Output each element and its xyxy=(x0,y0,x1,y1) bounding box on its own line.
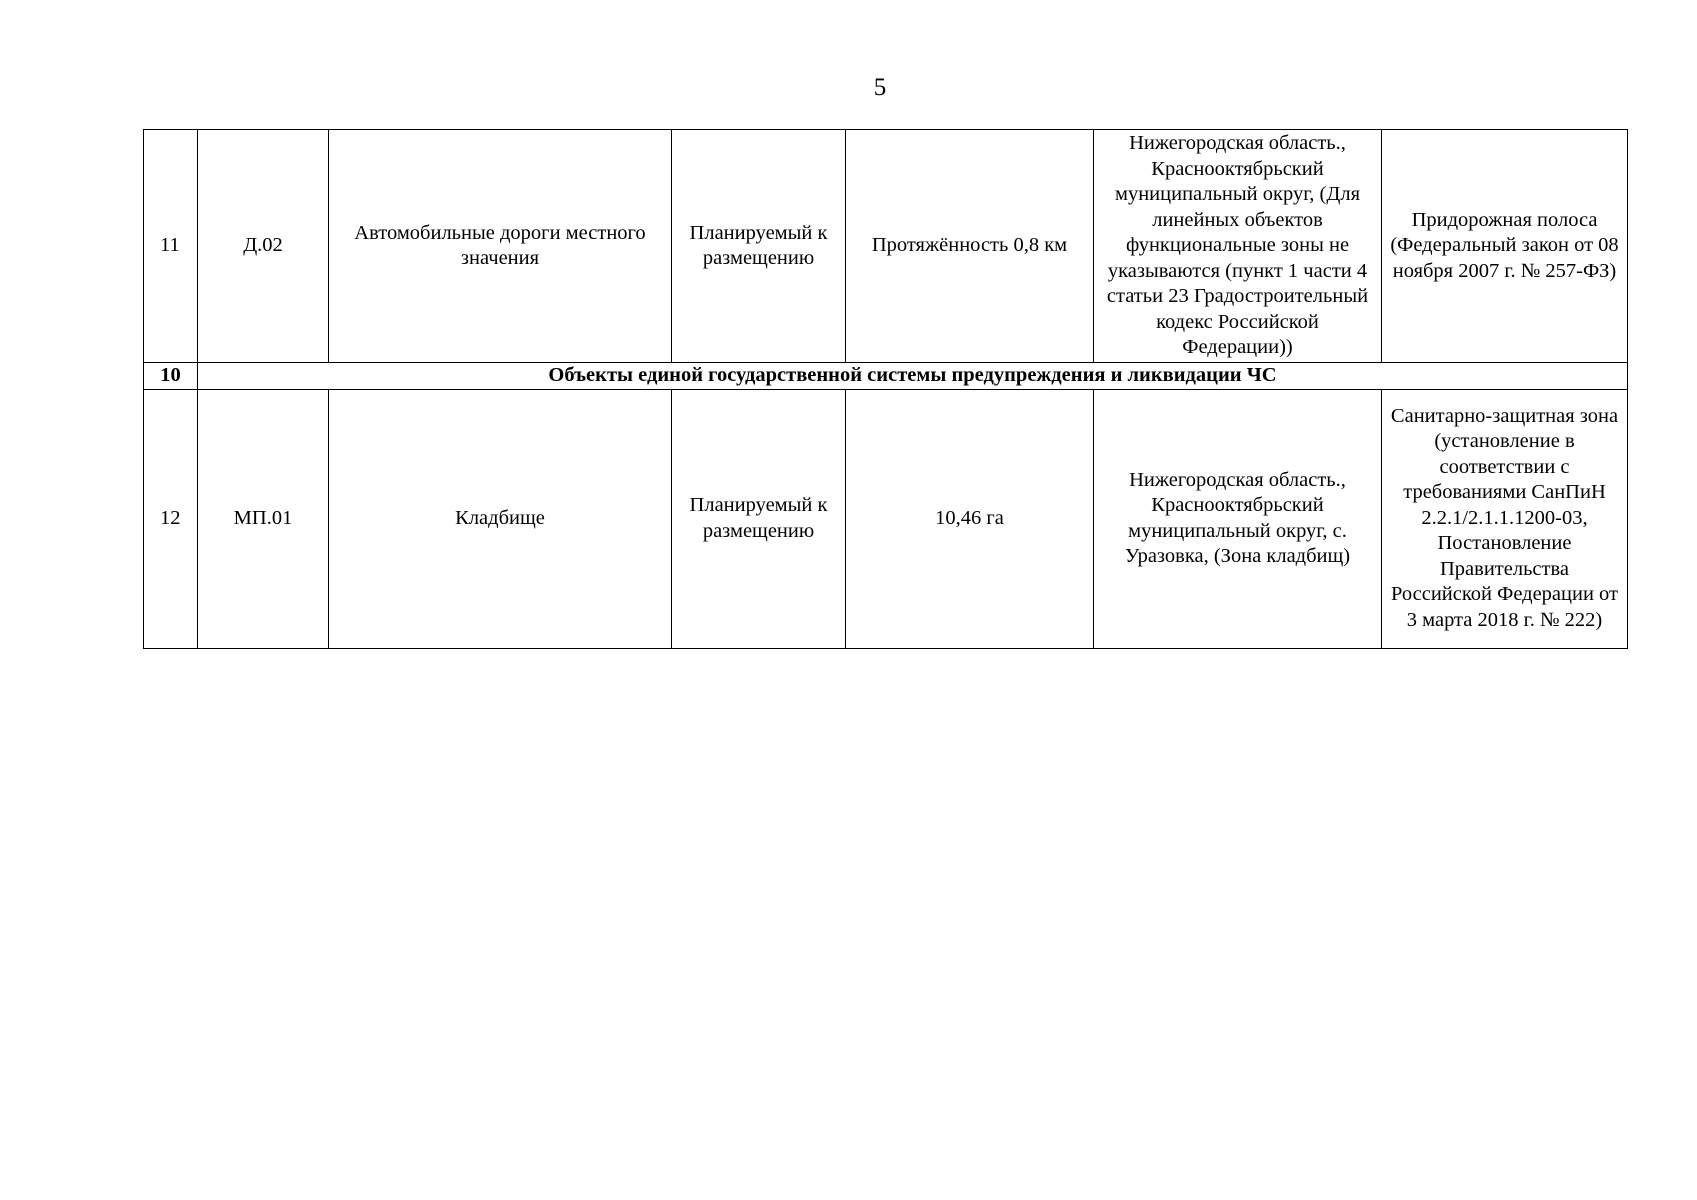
object-zone-cell: Придорожная полоса (Федеральный закон от 08 ноября 2007 г. № 257-ФЗ) xyxy=(1382,130,1628,363)
table-row xyxy=(144,130,1628,363)
object-code-cell: Д.02 xyxy=(198,130,329,363)
table-row xyxy=(144,389,1628,648)
object-location-cell: Нижегородская область., Краснооктябрьский муниципальный округ, (Для линейных объектов функциональные зоны не указываются (пункт 1 части 4 статьи 23 Градостроительный кодекс Российской Федерации)) xyxy=(1094,130,1382,363)
object-location-cell: Нижегородская область., Краснооктябрьский муниципальный округ, с. Уразовка, (Зона кладбищ) xyxy=(1094,389,1382,648)
section-title-cell: Объекты единой государственной системы предупреждения и ликвидации ЧС xyxy=(198,363,1628,390)
object-name-cell: Автомобильные дороги местного значения xyxy=(329,130,672,363)
row-number-cell: 12 xyxy=(144,389,198,648)
object-status-cell: Планируемый к размещению xyxy=(672,389,846,648)
page-number: 5 xyxy=(873,74,887,101)
object-characteristics-cell: Протяжённость 0,8 км xyxy=(846,130,1094,363)
section-number-cell: 10 xyxy=(144,363,198,390)
object-status-cell: Планируемый к размещению xyxy=(672,130,846,363)
object-code-cell: МП.01 xyxy=(198,389,329,648)
row-number-cell: 11 xyxy=(144,130,198,363)
object-characteristics-cell: 10,46 га xyxy=(846,389,1094,648)
objects-table xyxy=(143,129,1628,649)
object-name-cell: Кладбище xyxy=(329,389,672,648)
section-row xyxy=(144,363,1628,390)
object-zone-cell: Санитарно-защитная зона (установление в соответствии с требованиями СанПиН 2.2.1/2.1.1.1200-03, Постановление Правительства Российской Федерации от 3 марта 2018 г. № 222) xyxy=(1382,389,1628,648)
